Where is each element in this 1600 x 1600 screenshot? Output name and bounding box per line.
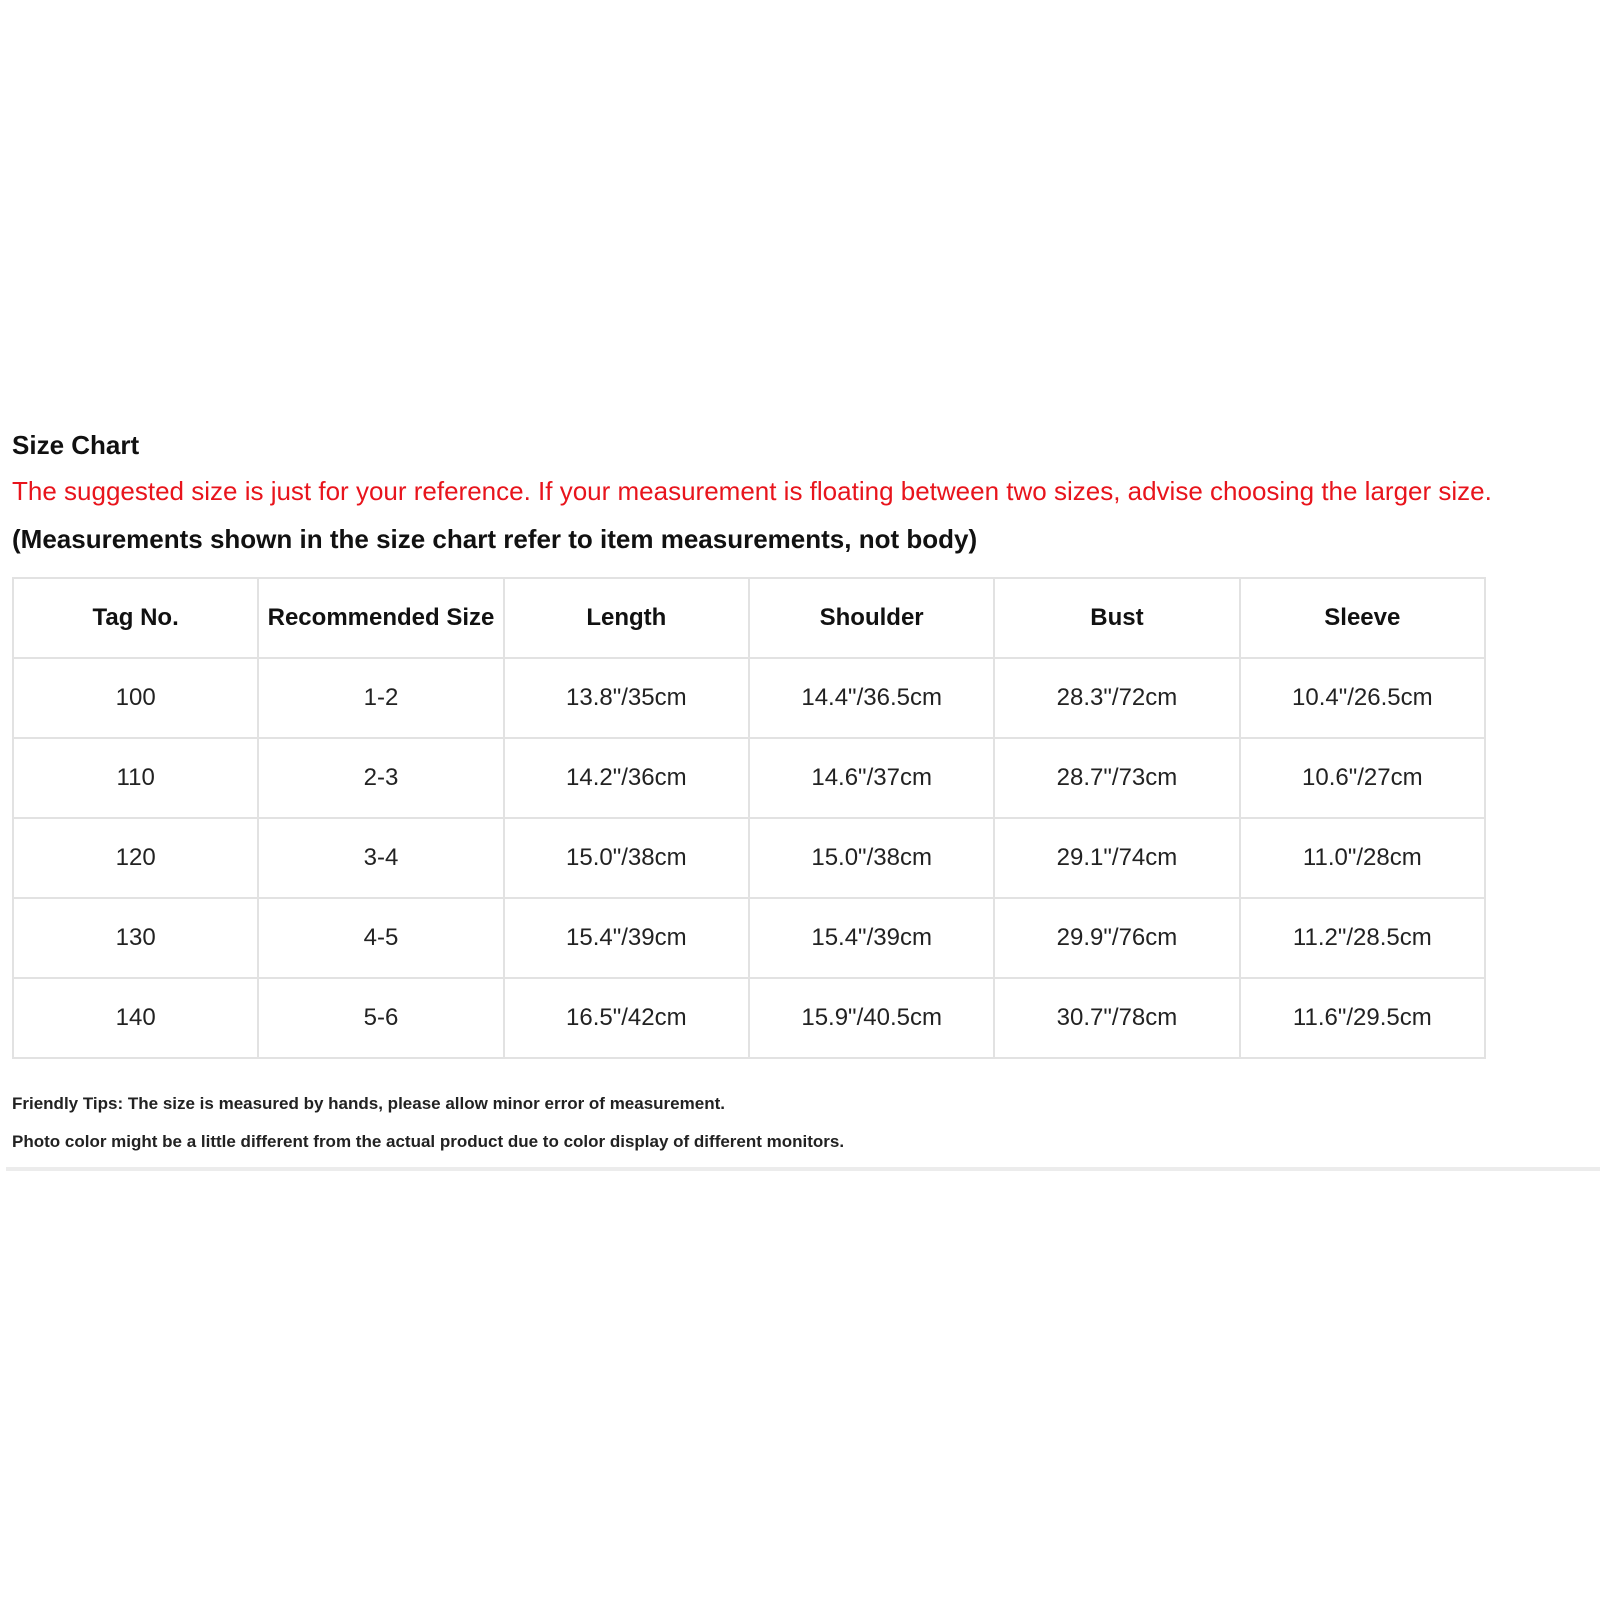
- measurement-note: (Measurements shown in the size chart refer to item measurements, not body): [12, 524, 978, 554]
- cell-sleeve: 11.2"/28.5cm: [1240, 898, 1485, 978]
- header-shoulder: Shoulder: [749, 578, 994, 658]
- tips-block: [12, 1085, 1592, 1161]
- reference-note: The suggested size is just for your reference. If your measurement is floating between two sizes, advise choosing the larger size.: [12, 476, 1492, 506]
- tip-color: Photo color might be a little different from the actual product due to color display of different monitors.: [12, 1132, 845, 1151]
- table-row: [13, 978, 1485, 1058]
- cell-shoulder: 15.0"/38cm: [749, 818, 994, 898]
- size-chart-title: Size Chart: [12, 430, 140, 460]
- tip-measurement: Friendly Tips: The size is measured by hands, please allow minor error of measurement.: [12, 1094, 725, 1113]
- cell-tag-no: 140: [13, 978, 258, 1058]
- cell-sleeve: 11.6"/29.5cm: [1240, 978, 1485, 1058]
- cell-length: 16.5"/42cm: [504, 978, 749, 1058]
- cell-tag-no: 100: [13, 658, 258, 738]
- header-length: Length: [504, 578, 749, 658]
- cell-shoulder: 15.9"/40.5cm: [749, 978, 994, 1058]
- cell-length: 14.2"/36cm: [504, 738, 749, 818]
- header-tag-no: Tag No.: [13, 578, 258, 658]
- cell-tag-no: 110: [13, 738, 258, 818]
- cell-bust: 29.1"/74cm: [994, 818, 1239, 898]
- cell-length: 13.8"/35cm: [504, 658, 749, 738]
- cell-recommended-size: 3-4: [258, 818, 503, 898]
- cell-recommended-size: 1-2: [258, 658, 503, 738]
- cell-recommended-size: 5-6: [258, 978, 503, 1058]
- table-row: [13, 898, 1485, 978]
- size-chart-section: [12, 425, 1592, 1161]
- cell-recommended-size: 4-5: [258, 898, 503, 978]
- header-recommended-size: Recommended Size: [258, 578, 503, 658]
- cell-tag-no: 130: [13, 898, 258, 978]
- table-row: [13, 738, 1485, 818]
- cell-recommended-size: 2-3: [258, 738, 503, 818]
- cell-sleeve: 10.4"/26.5cm: [1240, 658, 1485, 738]
- cell-shoulder: 15.4"/39cm: [749, 898, 994, 978]
- cell-length: 15.4"/39cm: [504, 898, 749, 978]
- cell-shoulder: 14.4"/36.5cm: [749, 658, 994, 738]
- divider: [6, 1167, 1600, 1171]
- cell-bust: 28.3"/72cm: [994, 658, 1239, 738]
- size-table: [12, 577, 1486, 1059]
- header-bust: Bust: [994, 578, 1239, 658]
- table-row: [13, 658, 1485, 738]
- header-sleeve: Sleeve: [1240, 578, 1485, 658]
- cell-length: 15.0"/38cm: [504, 818, 749, 898]
- cell-sleeve: 10.6"/27cm: [1240, 738, 1485, 818]
- cell-shoulder: 14.6"/37cm: [749, 738, 994, 818]
- cell-bust: 29.9"/76cm: [994, 898, 1239, 978]
- table-header-row: [13, 578, 1485, 658]
- cell-bust: 30.7"/78cm: [994, 978, 1239, 1058]
- cell-bust: 28.7"/73cm: [994, 738, 1239, 818]
- cell-tag-no: 120: [13, 818, 258, 898]
- table-row: [13, 818, 1485, 898]
- cell-sleeve: 11.0"/28cm: [1240, 818, 1485, 898]
